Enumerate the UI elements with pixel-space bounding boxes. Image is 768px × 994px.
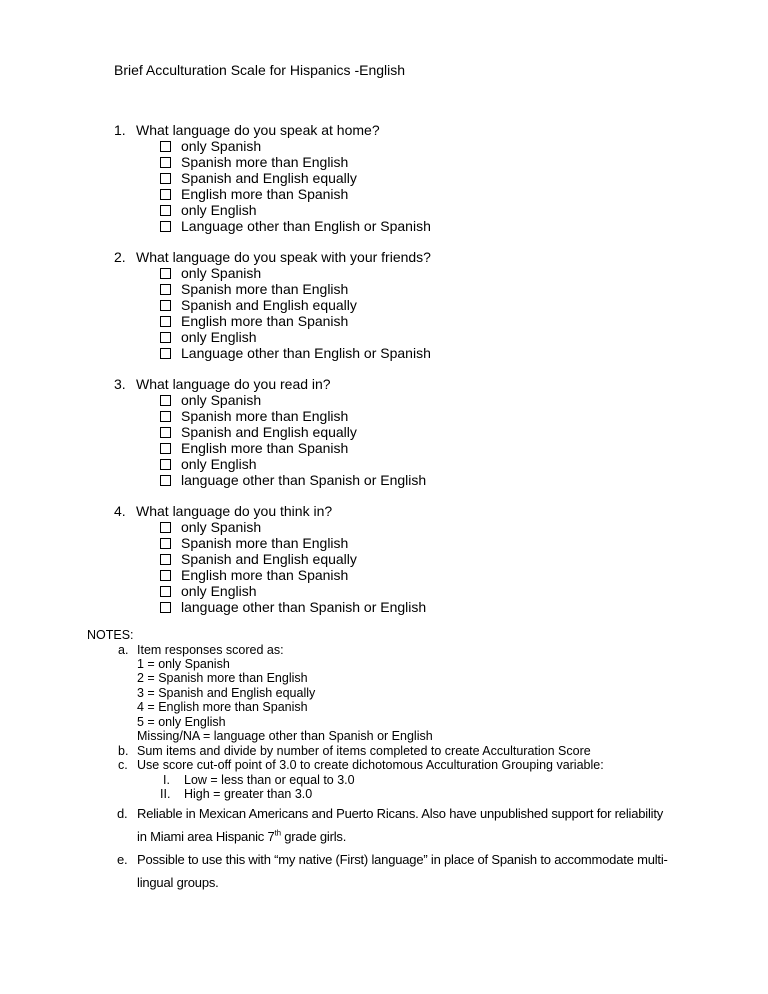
note-c-sub-num: II. [160, 787, 171, 801]
checkbox[interactable] [160, 268, 171, 279]
note-d-line2-post: grade girls. [280, 829, 347, 844]
option-label: Spanish and English equally [181, 170, 357, 186]
option-label: Language other than English or Spanish [181, 345, 431, 361]
score-mapping: 4 = English more than Spanish [137, 700, 308, 715]
note-b-letter: b. [118, 744, 129, 758]
checkbox[interactable] [160, 522, 171, 533]
checkbox[interactable] [160, 189, 171, 200]
document-title: Brief Acculturation Scale for Hispanics -English [114, 62, 406, 78]
checkbox[interactable] [160, 141, 171, 152]
checkbox[interactable] [160, 332, 171, 343]
score-mapping: 5 = only English [137, 714, 226, 729]
note-e-line2: lingual groups. [137, 875, 219, 890]
checkbox[interactable] [160, 173, 171, 184]
note-c-sub-text: High = greater than 3.0 [184, 787, 313, 801]
option-label: Spanish more than English [181, 408, 349, 424]
note-c-sub-text: Low = less than or equal to 3.0 [184, 773, 355, 787]
checkbox[interactable] [160, 443, 171, 454]
option-label: only Spanish [181, 392, 262, 408]
checkbox[interactable] [160, 284, 171, 295]
question-number: 4. [114, 503, 126, 519]
question-text: What language do you read in? [136, 376, 331, 392]
question-text: What language do you think in? [136, 503, 333, 519]
question-number: 2. [114, 249, 126, 265]
checkbox[interactable] [160, 395, 171, 406]
note-e-line1: Possible to use this with “my native (First) language” in place of Spanish to accommodate multi- [137, 852, 668, 867]
note-d-line1: Reliable in Mexican Americans and Puerto Ricans. Also have unpublished support for reliability [137, 806, 664, 821]
note-a-text: Item responses scored as: [137, 643, 284, 657]
question-number: 1. [114, 122, 126, 138]
option-label: Spanish more than English [181, 154, 349, 170]
option-label: only Spanish [181, 519, 262, 535]
option-label: only English [181, 583, 257, 599]
note-c-letter: c. [118, 758, 128, 772]
checkbox[interactable] [160, 570, 171, 581]
checkbox[interactable] [160, 586, 171, 597]
option-label: English more than Spanish [181, 313, 349, 329]
question-text: What language do you speak with your friends? [136, 249, 431, 265]
note-d-line2-pre: in Miami area Hispanic 7 [137, 829, 275, 844]
question-text: What language do you speak at home? [136, 122, 380, 138]
checkbox[interactable] [160, 427, 171, 438]
option-label: only Spanish [181, 138, 262, 154]
option-label: Language other than English or Spanish [181, 218, 431, 234]
option-label: English more than Spanish [181, 567, 349, 583]
score-mapping: Missing/NA = language other than Spanish or English [137, 729, 433, 743]
option-label: Spanish and English equally [181, 551, 357, 567]
option-label: only English [181, 456, 257, 472]
checkbox[interactable] [160, 348, 171, 359]
note-d-letter: d. [117, 806, 128, 821]
note-c-sub-num: I. [163, 773, 170, 787]
checkbox[interactable] [160, 205, 171, 216]
checkbox[interactable] [160, 316, 171, 327]
checkbox[interactable] [160, 221, 171, 232]
notes-heading: NOTES: [87, 628, 134, 642]
checkbox[interactable] [160, 411, 171, 422]
option-label: only English [181, 202, 257, 218]
option-label: English more than Spanish [181, 440, 349, 456]
option-label: language other than Spanish or English [181, 472, 427, 488]
option-label: Spanish and English equally [181, 424, 357, 440]
note-a-letter: a. [118, 643, 129, 657]
score-mapping: 1 = only Spanish [137, 657, 230, 671]
option-label: English more than Spanish [181, 186, 349, 202]
note-c-text: Use score cut-off point of 3.0 to create dichotomous Acculturation Grouping variable: [137, 758, 604, 772]
score-mapping: 3 = Spanish and English equally [137, 685, 316, 700]
note-d-superscript: th [274, 828, 281, 838]
checkbox[interactable] [160, 538, 171, 549]
question-number: 3. [114, 376, 126, 392]
option-label: Spanish more than English [181, 281, 349, 297]
option-label: only English [181, 329, 257, 345]
checkbox[interactable] [160, 554, 171, 565]
checkbox[interactable] [160, 475, 171, 486]
option-label: Spanish and English equally [181, 297, 357, 313]
checkbox[interactable] [160, 157, 171, 168]
note-d-line2 [137, 825, 346, 848]
option-label: Spanish more than English [181, 535, 349, 551]
option-label: only Spanish [181, 265, 262, 281]
checkbox[interactable] [160, 459, 171, 470]
option-label: language other than Spanish or English [181, 599, 427, 615]
checkbox[interactable] [160, 300, 171, 311]
checkbox[interactable] [160, 602, 171, 613]
note-b-text: Sum items and divide by number of items completed to create Acculturation Score [137, 744, 591, 758]
score-mapping: 2 = Spanish more than English [137, 671, 308, 686]
note-e-letter: e. [117, 852, 128, 867]
